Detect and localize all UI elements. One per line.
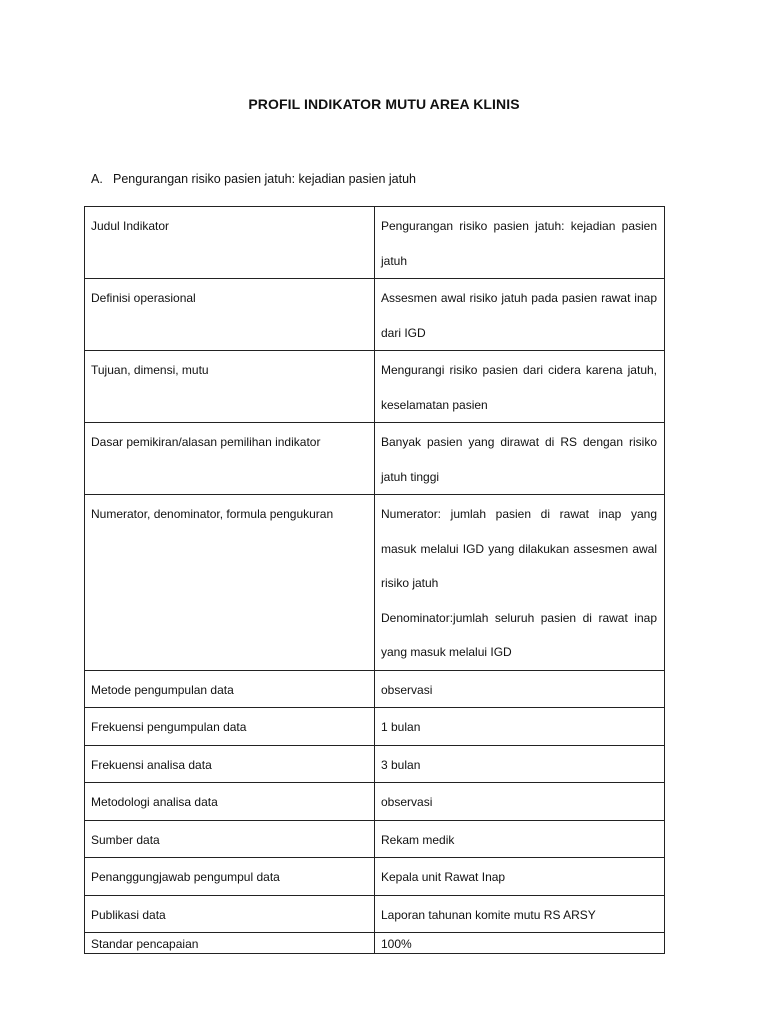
row-value: Kepala unit Rawat Inap [375,858,665,896]
row-value: Rekam medik [375,820,665,858]
row-label: Dasar pemikiran/alasan pemilihan indikator [85,423,375,495]
table-row [85,495,665,671]
row-value: Laporan tahunan komite mutu RS ARSY [375,895,665,933]
table-row [85,279,665,351]
table-row [85,933,665,954]
row-value: Mengurangi risiko pasien dari cidera karena jatuh, keselamatan pasien [375,351,665,423]
row-value: observasi [375,670,665,708]
table-row [85,895,665,933]
table-row [85,745,665,783]
row-label: Penanggungjawab pengumpul data [85,858,375,896]
table-row [85,858,665,896]
row-value: Assesmen awal risiko jatuh pada pasien rawat inap dari IGD [375,279,665,351]
section-letter: A. [91,172,103,186]
section-heading-text: Pengurangan risiko pasien jatuh: kejadian pasien jatuh [113,172,416,186]
numerator-text: Numerator: jumlah pasien di rawat inap yang masuk melalui IGD yang dilakukan assesmen awal risiko jatuh [381,507,657,590]
row-label: Frekuensi analisa data [85,745,375,783]
row-label: Metodologi analisa data [85,783,375,821]
table-row [85,207,665,279]
row-value: 100% [375,933,665,954]
row-value: Banyak pasien yang dirawat di RS dengan risiko jatuh tinggi [375,423,665,495]
table-row [85,783,665,821]
table-row [85,423,665,495]
row-value: 3 bulan [375,745,665,783]
row-label: Sumber data [85,820,375,858]
row-label: Judul Indikator [85,207,375,279]
row-label: Metode pengumpulan data [85,670,375,708]
table-row [85,820,665,858]
section-heading [91,172,416,186]
row-label: Tujuan, dimensi, mutu [85,351,375,423]
row-label: Publikasi data [85,895,375,933]
table-row [85,708,665,746]
denominator-text: Denominator:jumlah seluruh pasien di rawat inap yang masuk melalui IGD [381,610,657,659]
row-value [375,495,665,671]
row-value: Pengurangan risiko pasien jatuh: kejadian pasien jatuh [375,207,665,279]
table-row [85,351,665,423]
page-title: PROFIL INDIKATOR MUTU AREA KLINIS [248,96,520,112]
row-value: observasi [375,783,665,821]
row-label: Definisi operasional [85,279,375,351]
row-label: Standar pencapaian [85,933,375,954]
table-row [85,670,665,708]
row-value: 1 bulan [375,708,665,746]
row-label: Numerator, denominator, formula pengukuran [85,495,375,671]
row-label: Frekuensi pengumpulan data [85,708,375,746]
indicator-profile-table [84,206,665,954]
